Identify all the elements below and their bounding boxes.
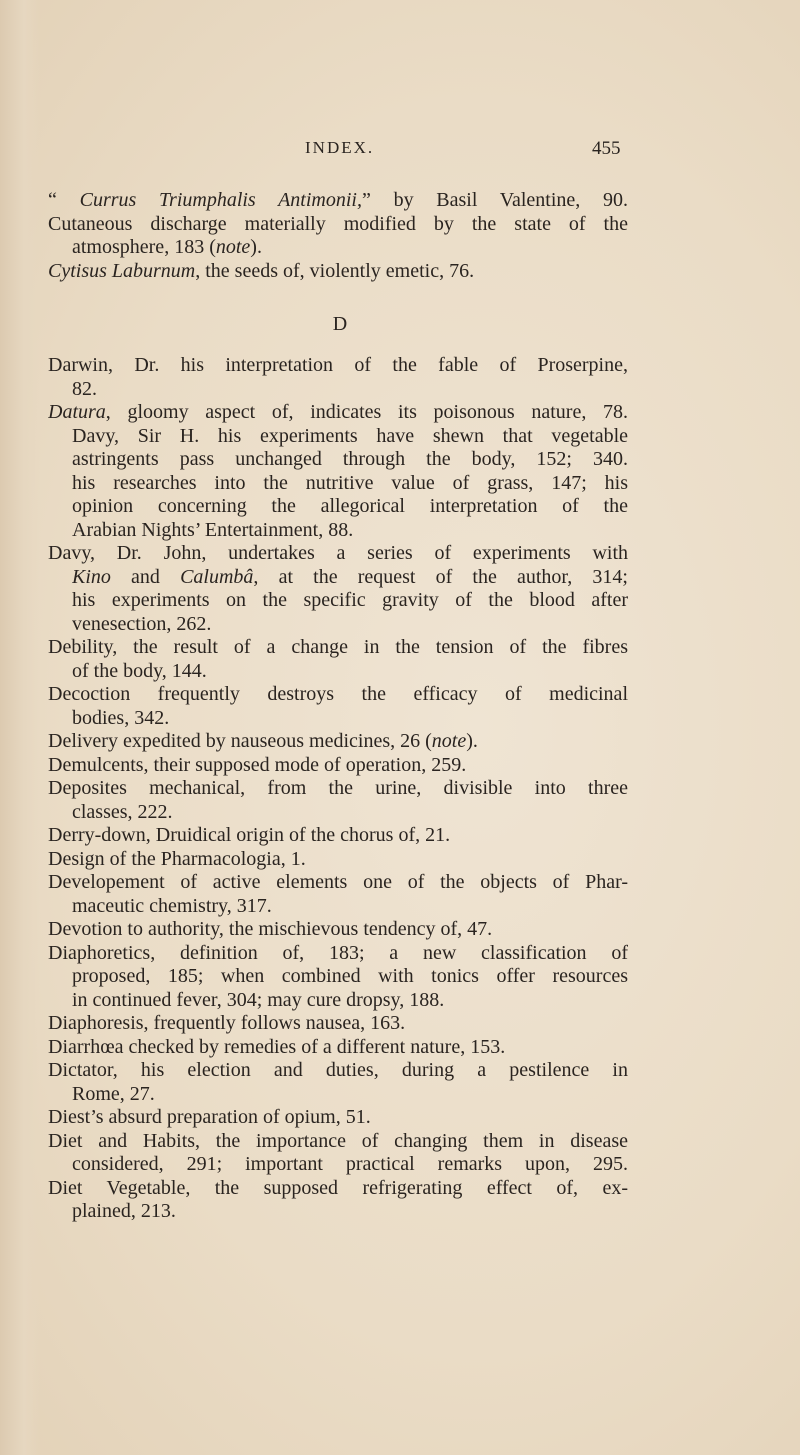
index-entry — [48, 917, 628, 941]
index-entry-continuation — [72, 612, 628, 636]
running-header-title: INDEX. — [305, 138, 375, 157]
italic-term: note — [431, 730, 467, 752]
index-entry-continuation — [72, 988, 628, 1012]
index-entry-continuation — [72, 1199, 628, 1223]
index-entry — [48, 259, 628, 283]
entry-text: , gloomy aspect of, indicates its poisonous nature, 78. — [105, 401, 628, 423]
entry-text: Diaphoretics, definition of, 183; a new classification of — [48, 941, 628, 964]
index-entry — [48, 212, 628, 236]
entry-text: Decoction frequently destroys the efficacy of medicinal — [48, 683, 628, 705]
entry-text: atmosphere, 183 ( — [72, 236, 216, 258]
entry-text: bodies, 342. — [72, 706, 170, 729]
index-entry — [48, 776, 628, 800]
entry-text: Davy, Dr. John, undertakes a series of experiments with — [48, 542, 628, 564]
index-entry — [48, 635, 628, 659]
entry-text: Dictator, his election and duties, during a pestilence in — [48, 1059, 628, 1081]
index-entry-continuation — [72, 565, 628, 589]
entry-text: ” by Basil Valentine, 90. — [361, 189, 628, 211]
index-entry-continuation — [72, 964, 628, 988]
index-entry-continuation — [72, 659, 628, 683]
entry-text: and — [110, 565, 181, 588]
entry-text: Demulcents, their supposed mode of operation, 259. — [48, 753, 467, 776]
entry-text: “ — [48, 189, 80, 211]
index-entry-continuation — [72, 518, 628, 542]
entry-text: 82. — [72, 377, 97, 400]
entry-text: Deposites mechanical, from the urine, divisible into three — [48, 777, 628, 799]
index-entry-continuation — [72, 894, 628, 918]
index-entry-continuation — [72, 800, 628, 824]
entry-text: his experiments on the specific gravity of the blood after — [72, 589, 628, 611]
entry-text: Devotion to authority, the mischievous tendency of, 47. — [48, 918, 493, 940]
entry-text: opinion concerning the allegorical interpretation of the — [72, 495, 628, 517]
entry-text: Diarrhœa checked by remedies of a different nature, 153. — [48, 1035, 506, 1058]
index-entry-continuation — [72, 1152, 628, 1176]
entry-text: plained, 213. — [72, 1200, 176, 1222]
entry-text: Derry-down, Druidical origin of the chorus of, 21. — [48, 824, 451, 846]
entry-text: proposed, 185; when combined with tonics offer resources — [72, 965, 628, 987]
index-entry-continuation — [72, 377, 628, 401]
index-entry — [48, 823, 628, 847]
section-letter-heading: D — [332, 313, 348, 335]
index-entry-continuation — [72, 1082, 628, 1106]
index-entry — [48, 753, 628, 777]
index-entry-continuation — [72, 471, 628, 495]
index-entry — [48, 1058, 628, 1082]
entry-text: of the body, 144. — [72, 659, 207, 682]
entry-text: Design of the Pharmacologia, 1. — [48, 847, 306, 870]
page-gutter-shadow — [0, 0, 40, 1455]
index-entry-continuation — [72, 588, 628, 612]
entry-text: ). — [250, 236, 262, 258]
index-entry — [48, 870, 628, 894]
entry-text: , at the request of the author, 314; — [253, 565, 628, 588]
index-entry-continuation — [72, 447, 628, 471]
index-entry — [48, 941, 628, 965]
index-entry — [48, 682, 628, 706]
index-entry — [48, 1011, 628, 1035]
italic-term: Kino — [72, 565, 111, 588]
index-entry — [48, 847, 628, 871]
index-entry — [48, 1105, 628, 1129]
entry-text: his researches into the nutritive value of grass, 147; his — [72, 471, 628, 494]
entry-text: Diaphoresis, frequently follows nausea, 163. — [48, 1012, 406, 1034]
entry-text: Arabian Nights’ Entertainment, 88. — [72, 518, 354, 541]
entry-text: , the seeds of, violently emetic, 76. — [195, 259, 475, 282]
entry-text: astringents pass unchanged through the body, 152; 340. — [72, 448, 628, 470]
entry-text: classes, 222. — [72, 800, 173, 823]
entry-text: Diet and Habits, the importance of changing them in disease — [48, 1129, 628, 1152]
entry-text: venesection, 262. — [72, 612, 212, 635]
italic-term: Calumbâ — [180, 565, 254, 588]
index-entry — [48, 541, 628, 565]
index-entry-continuation — [72, 235, 628, 259]
entry-text: Debility, the result of a change in the tension of the fibres — [48, 636, 628, 658]
italic-term: Currus Triumphalis Antimonii, — [79, 189, 362, 211]
entry-text: Developement of active elements one of the objects of Phar- — [48, 871, 628, 893]
index-entry — [48, 1176, 628, 1200]
page-number: 455 — [592, 138, 621, 159]
entry-text: Diet Vegetable, the supposed refrigerating effect of, ex- — [48, 1176, 628, 1199]
index-entry — [48, 353, 628, 377]
entry-text: Davy, Sir H. his experiments have shewn that vegetable — [72, 424, 628, 447]
entry-text: considered, 291; important practical remarks upon, 295. — [72, 1153, 628, 1175]
entry-text: maceutic chemistry, 317. — [72, 894, 272, 917]
entry-text: Cutaneous discharge materially modified by the state of the — [48, 212, 628, 235]
entry-text: ). — [466, 730, 478, 752]
index-entry — [48, 1035, 628, 1059]
entry-text: Diest’s absurd preparation of opium, 51. — [48, 1106, 371, 1128]
index-entry-continuation — [72, 424, 628, 448]
entry-text: Darwin, Dr. his interpretation of the fable of Proserpine, — [48, 354, 628, 376]
index-entry — [48, 188, 628, 212]
entry-text: Rome, 27. — [72, 1082, 155, 1105]
entry-text: Delivery expedited by nauseous medicines, 26 ( — [48, 730, 432, 752]
index-entry — [48, 1129, 628, 1153]
italic-term: note — [215, 236, 251, 258]
entry-text: in continued fever, 304; may cure dropsy, 188. — [72, 988, 445, 1011]
index-entry — [48, 400, 628, 424]
index-entry — [48, 729, 628, 753]
index-entry-continuation — [72, 706, 628, 730]
index-entry-continuation — [72, 494, 628, 518]
italic-term: Datura — [48, 401, 106, 423]
italic-term: Cytisus Laburnum — [48, 259, 196, 282]
